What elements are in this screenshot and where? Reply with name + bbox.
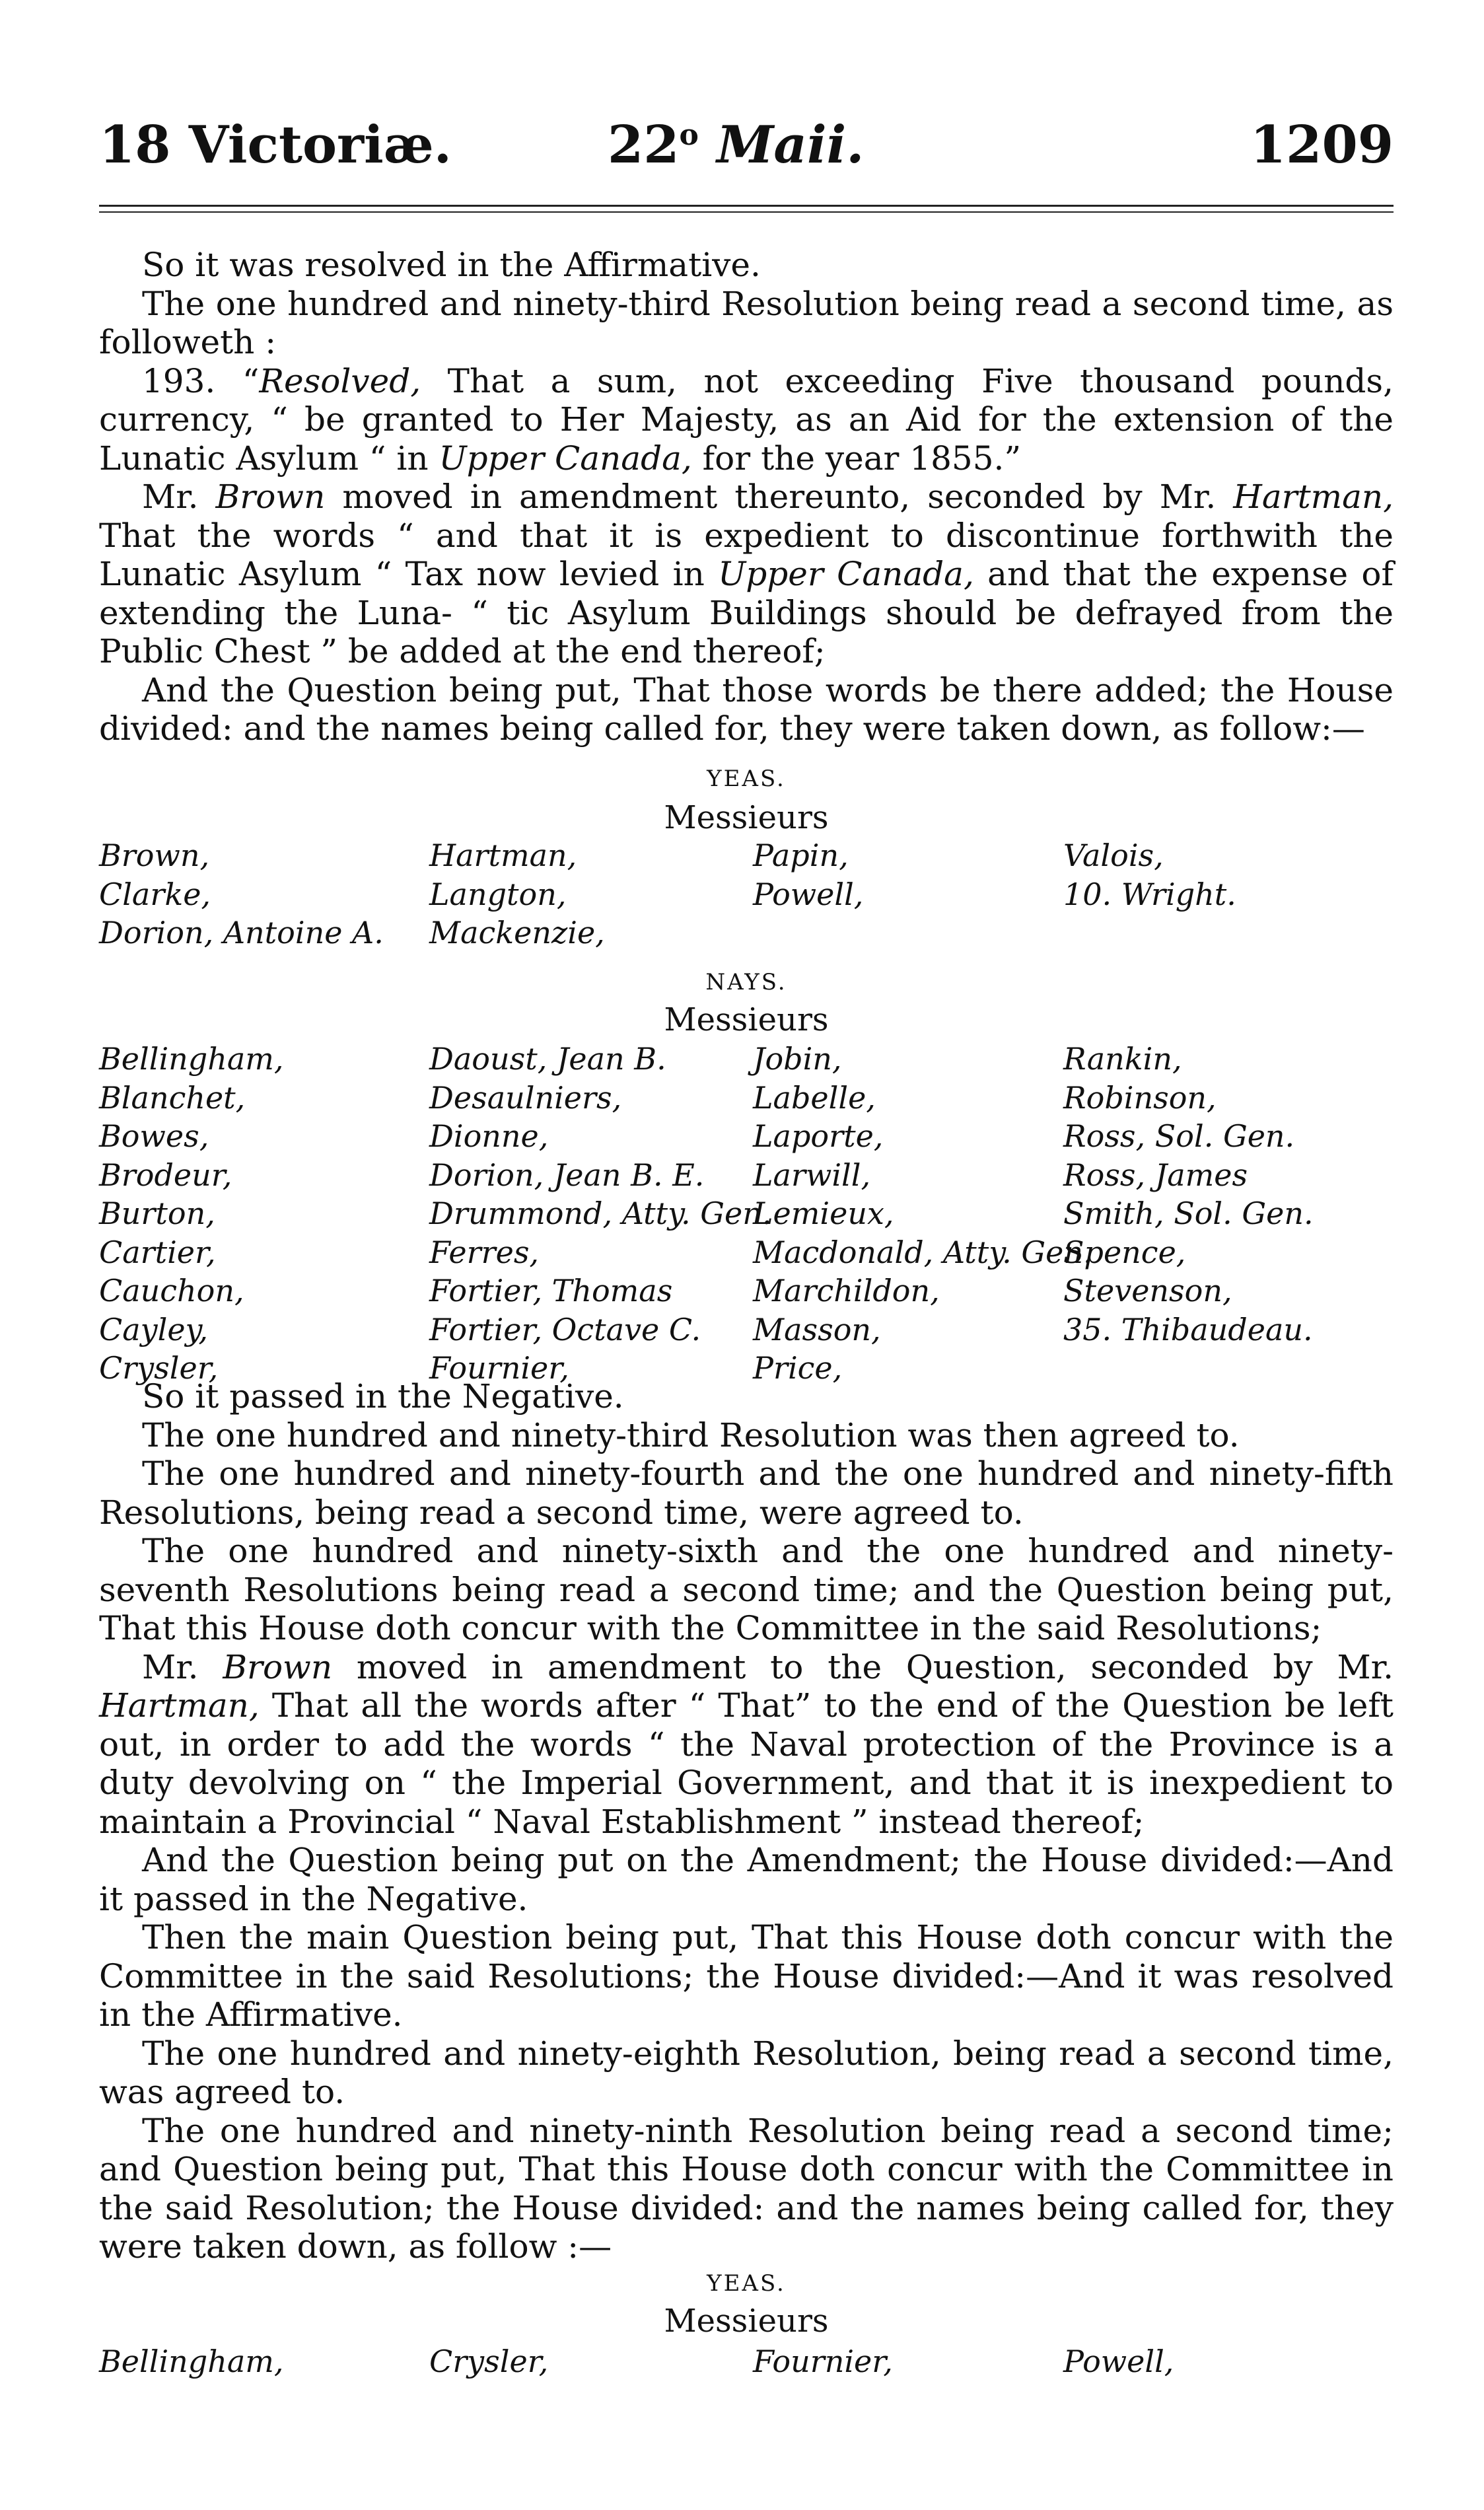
name-row	[99, 1272, 1394, 1310]
name-entry: Drummond, Atty. Gen.	[429, 1196, 772, 1231]
paragraph-question-put: And the Question being put, That those words be there added; the House divided: and the names being called for, they were taken down, as follow:—	[99, 670, 1394, 748]
name-entry: Ross, Sol. Gen.	[1063, 1118, 1295, 1154]
amend-text-a: Mr.	[142, 478, 216, 516]
paragraph-negative: So it passed in the Negative.	[142, 1377, 624, 1416]
paragraph-193-resolution	[99, 362, 1394, 478]
place-upper-canada: Upper Canada,	[439, 439, 692, 478]
header-day: 22	[608, 115, 680, 175]
name-entry: Brown,	[99, 838, 210, 873]
name-entry: Powell,	[1063, 2344, 1174, 2379]
name-entry: Price,	[753, 1350, 843, 1386]
name-entry: Clarke,	[99, 876, 211, 912]
naval-text-b: moved in amendment to the Question, seconded by Mr.	[332, 1647, 1394, 1686]
messieurs-label: Messieurs	[664, 799, 829, 836]
page-number: 1209	[1250, 115, 1394, 175]
name-row	[99, 875, 1394, 914]
name-row	[99, 914, 1394, 952]
name-entry: Laporte,	[753, 1118, 884, 1154]
name-entry: Stevenson,	[1063, 1273, 1232, 1309]
paragraph-main-question: Then the main Question being put, That this House doth concur with the Committee in the said Resolutions; the House divided:—And it was resolved in the Affirmative.	[99, 1918, 1394, 2034]
resolution-number: 193.	[142, 361, 216, 400]
name-entry: 10. Wright.	[1063, 876, 1236, 912]
name-entry: Dorion, Jean B. E.	[429, 1157, 705, 1193]
resolved-word: Resolved,	[259, 361, 421, 400]
paragraph-196-197: The one hundred and ninety-sixth and the one hundred and ninety-seventh Resolutions being read a second time; and the Question being put, That this House doth concur with the Committee in the said Resolutions;	[99, 1532, 1394, 1647]
nays-label: NAYS.	[705, 969, 787, 995]
name-entry: 35. Thibaudeau.	[1063, 1311, 1313, 1347]
name-entry: Larwill,	[753, 1157, 871, 1193]
messieurs-label: Messieurs	[664, 1001, 829, 1038]
amend-text-d: and that the expense of extending the Luna- “ tic Asylum Buildings should be defrayed from the Public Chest ” be added at the end thereof;	[99, 555, 1394, 670]
name-entry: Cauchon,	[99, 1273, 244, 1309]
name-entry: Burton,	[99, 1196, 215, 1231]
messieurs-label-2: Messieurs	[664, 2303, 829, 2340]
name-entry: Smith, Sol. Gen.	[1063, 1196, 1314, 1231]
name-row	[99, 1079, 1394, 1118]
running-header	[99, 112, 1394, 185]
member-hartman-2: Hartman,	[99, 1686, 260, 1725]
name-entry: Lemieux,	[753, 1196, 894, 1231]
resolution-text-end: for the year 1855.”	[691, 439, 1021, 478]
name-entry: Fortier, Octave C.	[429, 1311, 701, 1347]
name-entry: Bowes,	[99, 1118, 209, 1154]
amend-text-c: That the words “ and that it is expedient to discontinue forthwith the Lunatic Asylum “ Tax now levied in	[99, 516, 1394, 593]
header-date	[608, 112, 864, 178]
name-entry: Dorion, Antoine A.	[99, 915, 384, 950]
nays-messieurs	[99, 1001, 1394, 1038]
name-entry: Hartman,	[429, 838, 577, 873]
paragraph-198: The one hundred and ninety-eighth Resolution, being read a second time, was agreed to.	[99, 2034, 1394, 2111]
yeas-messieurs	[99, 799, 1394, 836]
name-entry: Crysler,	[429, 2344, 549, 2379]
name-entry: Brodeur,	[99, 1157, 232, 1193]
name-entry: Cayley,	[99, 1311, 209, 1347]
paragraph-193-read: The one hundred and ninety-third Resolution being read a second time, as followeth :	[99, 284, 1394, 361]
name-row	[99, 1310, 1394, 1349]
name-entry: Fournier,	[429, 1350, 569, 1386]
paragraph-amendment-negative: And the Question being put on the Amendment; the House divided:—And it passed in the Negative.	[99, 1841, 1394, 1918]
yeas-label: YEAS.	[707, 766, 786, 792]
name-entry: Crysler,	[99, 1350, 219, 1386]
nays-list	[99, 1040, 1394, 1388]
naval-text-a: Mr.	[142, 1647, 223, 1686]
name-row	[99, 1117, 1394, 1156]
name-entry: Ross, James	[1063, 1157, 1248, 1193]
text-block-1	[99, 246, 1394, 748]
name-entry: Macdonald, Atty. Gen.	[753, 1234, 1093, 1270]
paragraph-affirmative: So it was resolved in the Affirmative.	[142, 246, 761, 284]
header-rule-thin	[99, 211, 1394, 213]
name-entry: Blanchet,	[99, 1079, 246, 1116]
header-rule-thick	[99, 205, 1394, 207]
amend-text-b: moved in amendment thereunto, seconded by Mr.	[325, 478, 1234, 516]
place-upper-canada-2: Upper Canada,	[718, 555, 974, 593]
member-brown-2: Brown	[223, 1647, 333, 1686]
name-entry: Cartier,	[99, 1234, 216, 1270]
name-row	[99, 1156, 1394, 1195]
name-entry: Bellingham,	[99, 2344, 284, 2379]
name-entry: Desaulniers,	[429, 1079, 622, 1116]
header-day-ordinal: o	[679, 118, 699, 152]
name-entry: Langton,	[429, 876, 567, 912]
paragraph-194-195: The one hundred and ninety-fourth and the one hundred and ninety-fifth Resolutions, being read a second time, were agreed to.	[99, 1454, 1394, 1532]
name-row	[99, 836, 1394, 875]
quote-mark: “	[242, 361, 260, 400]
name-entry: Fournier,	[753, 2344, 893, 2379]
name-entry: Powell,	[753, 876, 864, 912]
member-hartman: Hartman,	[1233, 478, 1394, 516]
yeas-label-2: YEAS.	[707, 2270, 786, 2297]
name-entry: Rankin,	[1063, 1041, 1182, 1077]
name-entry: Daoust, Jean B.	[429, 1041, 666, 1077]
paragraph-199: The one hundred and ninety-ninth Resolution being read a second time; and Question being put, That this House doth concur with the Committee in the said Resolution; the House divided: and the names being called for, they were taken down, as follow :—	[99, 2111, 1394, 2266]
name-entry: Valois,	[1063, 838, 1164, 873]
paragraph-brown-amendment	[99, 478, 1394, 671]
yeas-list	[99, 836, 1394, 952]
text-block-2	[99, 1377, 1394, 2266]
name-entry: Mackenzie,	[429, 915, 605, 950]
name-entry: Marchildon,	[753, 1273, 940, 1309]
paragraph-naval-amendment	[99, 1648, 1394, 1842]
name-entry: Masson,	[753, 1311, 881, 1347]
member-brown: Brown	[215, 478, 326, 516]
header-month: Maii.	[717, 115, 865, 175]
yeas-heading	[99, 760, 1394, 798]
yeas-messieurs-2	[99, 2303, 1394, 2340]
header-reign-year: 18 Victoriæ.	[99, 115, 452, 175]
name-row	[99, 2342, 1394, 2381]
name-entry: Bellingham,	[99, 1041, 284, 1077]
name-entry: Labelle,	[753, 1079, 876, 1116]
yeas-heading-2	[99, 2264, 1394, 2303]
paragraph-193-agreed: The one hundred and ninety-third Resolution was then agreed to.	[142, 1416, 1240, 1454]
name-entry: Ferres,	[429, 1234, 540, 1270]
name-entry: Fortier, Thomas	[429, 1273, 673, 1309]
name-row	[99, 1233, 1394, 1272]
nays-heading	[99, 963, 1394, 1001]
name-entry: Spence,	[1063, 1234, 1186, 1270]
name-entry: Dionne,	[429, 1118, 549, 1154]
resolution-text: That a sum, not exceeding Five thousand pounds, currency, “ be granted to Her Majesty, as an Aid for the extension of the Lunatic Asylum “ in	[99, 361, 1394, 478]
yeas-list-2	[99, 2342, 1394, 2381]
name-row	[99, 1194, 1394, 1233]
name-entry: Robinson,	[1063, 1079, 1217, 1116]
name-row	[99, 1040, 1394, 1079]
naval-text-c: That all the words after “ That” to the end of the Question be left out, in order to add the words “ the Naval protection of the Province is a duty devolving on “ the Imperial Government, and that it is inexpedient to maintain a Provincial “ Naval Establishment ” instead thereof;	[99, 1686, 1394, 1841]
name-entry: Jobin,	[753, 1041, 842, 1077]
name-entry: Papin,	[753, 838, 849, 873]
